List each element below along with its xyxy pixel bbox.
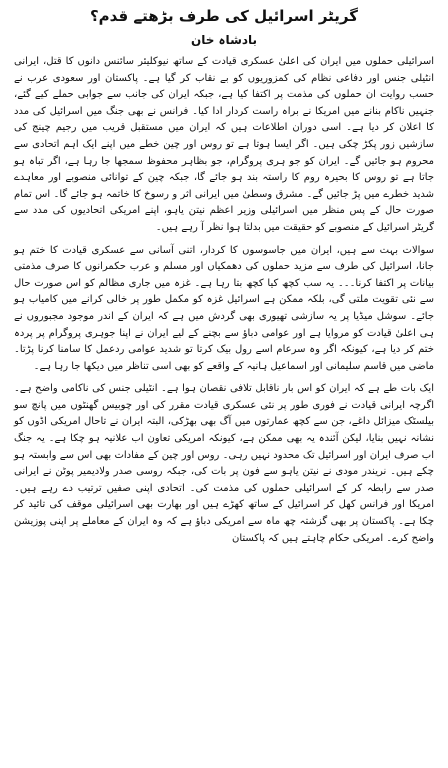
article-paragraph: اسرائیلی حملوں میں ایران کی اعلیٰ عسکری قیادت کے ساتھ نیوکلیئر سائنس دانوں کا قتل، ایرانی انٹیلی جنس اور دفاعی نظام کی کمزوریوں کو بے نقاب کر گیا ہے۔ پاکستان اور سعودی عرب نے حسب روایت ان حملوں کی مذمت پر اکتفا کیا ہے، جبکہ ایران کی جانب سے جوابی حملے کیے گئے، جنہیں ناکام بنانے میں امریکا نے براہ راست کردار ادا کیا۔ فرانس نے بھی جنگ میں اسرائیل کی مدد کا اعلان کر دیا ہے۔ اسی دوران اطلاعات ہیں کہ ایران میں مستقبل قریب میں رجیم چینج کی سازشیں زور پکڑ چکی ہیں۔ اگر ایسا ہوتا ہے تو روس اور چین خطے میں اپنے ایک اہم اتحادی سے محروم ہو جائیں گے۔ ایران کو جو ہری پروگرام، جو بظاہر محفوظ سمجھا جا رہا ہے، اگر تباہ ہو جاتا ہے تو روس کا بحیرہ روم کا راستہ بند ہو جائے گا، جبکہ چین کے توانائی منصوبے اور معاہدے شدید خطرے میں پڑ جائیں گے۔ مشرق وسطیٰ میں ایرانی اثر و رسوخ کا خاتمہ ہو جائے گا۔ اس تمام صورت حال کے پس منظر میں اسرائیلی وزیر اعظم نیتن یاہو، اپنے امریکی اتحادیوں کی مدد سے گریٹر اسرائیل کے منصوبے کو حقیقت میں بدلتا ہوا نظر آ رہے ہیں۔ [14,56,434,233]
article [14,6,434,762]
article-title: گریٹر اسرائیل کی طرف بڑھتے قدم؟ [89,7,358,25]
author-name: بادشاہ خان [190,33,258,47]
article-paragraph: ایک بات طے ہے کہ ایران کو اس بار ناقابل تلافی نقصان ہوا ہے۔ انٹیلی جنس کی ناکامی واضح ہے۔ اگرچہ ایرانی قیادت نے فوری طور پر نئی عسکری قیادت مقرر کی اور چوبیس گھنٹوں میں پانچ سو بیلسٹک میزائل داغے، جن سے کچھ عمارتوں میں آگ بھی بھڑکی، البتہ ایران نے تاحال امریکی اڈوں کو نشانہ نہیں بنایا، لیکن آئندہ یہ بھی ممکن ہے، کیونکہ امریکی تعاون اب علانیہ ہو چکا ہے۔ یہ جنگ اب صرف ایران اور اسرائیل تک محدود نہیں رہی۔ روس اور چین کے مفادات بھی اس سے وابستہ ہو چکے ہیں۔ نریندر مودی نے نیتن یاہو سے فون پر بات کی، جبکہ روسی صدر ولادیمیر پوٹن نے ایرانی صدر سے رابطہ کر کے اسرائیلی حملوں کی مذمت کی۔ اتحادی اپنی صفیں ترتیب دے رہے ہیں۔ امریکا اور فرانس کھل کر اسرائیل کے ساتھ کھڑے ہیں اور بھارت بھی اسرائیلی موقف کی تائید کر چکا ہے۔ پاکستان پر بھی گزشتہ چھ ماہ سے امریکی دباؤ ہے کہ وہ ایران کے معاملے پر اپنی پوزیشن واضح کرے۔ امریکی حکام چاہتے ہیں کہ پاکستان [14,383,434,544]
article-paragraph: سوالات بہت سے ہیں، ایران میں جاسوسوں کا کردار، اتنی آسانی سے عسکری قیادت کا ختم ہو جانا، اسرائیل کی طرف سے مزید حملوں کی دھمکیاں اور مسلم و عرب حکمرانوں کا صرف مذمتی بیانات پر اکتفا کرنا۔۔۔ یہ سب کچھ کیا کچھ بتا رہا ہے۔ غزہ میں جاری مظالم کو اس صورت حال سے نئی تقویت ملتی گی، بلکہ ممکن ہے اسرائیل غزہ کو مکمل طور پر خالی کرانے میں کامیاب ہو جائے۔ سوشل میڈیا پر یہ سازشی تھیوری بھی گردش میں ہے کہ ایران کے اندر موجود مجبوروں نے ہی اعلیٰ قیادت کو مروایا ہے اور عوامی دباؤ سے بچنے کے لیے ایران نے اپنا جوہری پروگرام پر پردہ ختم کر دیا ہے، کیونکہ اگر وہ سرعام اسے رول بیک کرتا تو شدید عوامی ردعمل کا سامنا کرنا پڑتا۔ ماضی میں قاسم سلیمانی اور اسماعیل ہانیہ کے واقعے کو بھی اسی تناظر میں دیکھا جا رہا ہے۔ [14,244,434,372]
